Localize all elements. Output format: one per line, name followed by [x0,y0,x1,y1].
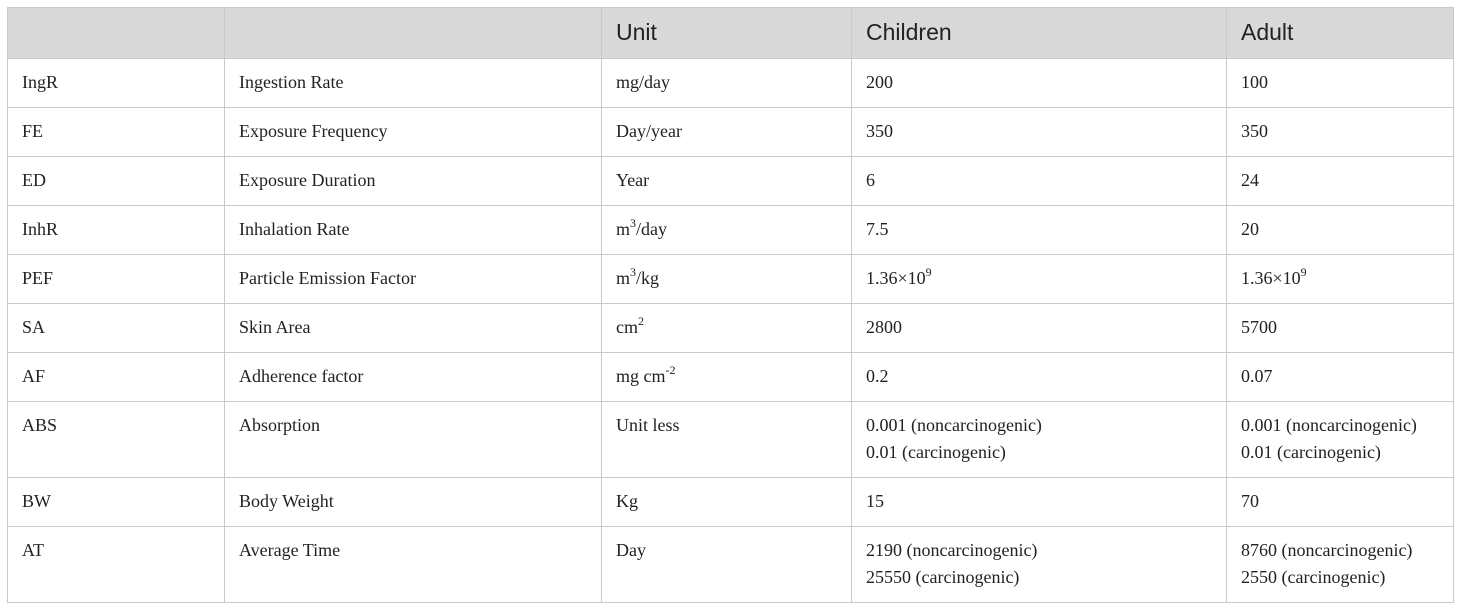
header-adult: Adult [1227,8,1454,59]
unit-superscript: 3 [630,265,637,279]
unit-base: cm [616,317,638,337]
adult-value-line [1241,537,1439,564]
children-value-text: 6 [866,170,875,190]
children-value-text: 350 [866,121,893,141]
adult-value-text: 0.07 [1241,366,1273,386]
unit-base: Kg [616,491,638,511]
adult-value-text: 24 [1241,170,1259,190]
cell-parameter: Adherence factor [225,353,602,402]
cell-adult-value [1227,59,1454,108]
cell-children-value [852,527,1227,603]
children-value-line [866,537,1212,564]
table-row [8,527,1454,603]
children-value-text: 0.2 [866,366,889,386]
table-row [8,108,1454,157]
children-value-line [866,564,1212,591]
children-value-text: 0.001 (noncarcinogenic) [866,415,1042,435]
adult-value-text: 0.01 (carcinogenic) [1241,442,1381,462]
adult-value-exponent: 9 [1300,265,1307,279]
cell-children-value [852,59,1227,108]
adult-value-line [1241,412,1439,439]
cell-parameter: Inhalation Rate [225,206,602,255]
adult-value-text: 8760 (noncarcinogenic) [1241,540,1413,560]
adult-value-text: 20 [1241,219,1259,239]
unit-base: mg cm [616,366,666,386]
adult-value-text: 0.001 (noncarcinogenic) [1241,415,1417,435]
table-row [8,255,1454,304]
table-row [8,157,1454,206]
cell-adult-value [1227,527,1454,603]
adult-value-line [1241,216,1439,243]
cell-adult-value [1227,108,1454,157]
adult-value-line [1241,314,1439,341]
cell-children-value [852,304,1227,353]
cell-adult-value [1227,353,1454,402]
cell-unit [602,59,852,108]
unit-tail: /kg [636,268,660,288]
cell-symbol: FE [8,108,225,157]
children-value-line [866,439,1212,466]
table-body [8,59,1454,603]
exposure-parameters-table-wrapper [7,7,1453,603]
children-value-line [866,118,1212,145]
cell-symbol: IngR [8,59,225,108]
cell-adult-value [1227,255,1454,304]
cell-symbol: ED [8,157,225,206]
cell-adult-value [1227,157,1454,206]
cell-unit [602,353,852,402]
header-unit: Unit [602,8,852,59]
cell-unit [602,108,852,157]
header-row [8,8,1454,59]
cell-symbol: SA [8,304,225,353]
adult-value-line [1241,118,1439,145]
children-value-text: 0.01 (carcinogenic) [866,442,1006,462]
adult-value-text: 5700 [1241,317,1277,337]
children-value-line [866,69,1212,96]
cell-parameter: Exposure Duration [225,157,602,206]
cell-adult-value [1227,206,1454,255]
header-parameter [225,8,602,59]
table-row [8,353,1454,402]
cell-symbol: ABS [8,402,225,478]
unit-base: Day/year [616,121,682,141]
adult-value-line [1241,439,1439,466]
cell-unit [602,478,852,527]
adult-value-text: 2550 (carcinogenic) [1241,567,1386,587]
header-children: Children [852,8,1227,59]
adult-value-text: 350 [1241,121,1268,141]
unit-base: Unit less [616,415,680,435]
cell-adult-value [1227,304,1454,353]
adult-value-line [1241,265,1439,292]
children-value-text: 2800 [866,317,902,337]
children-value-line [866,412,1212,439]
table-row [8,304,1454,353]
cell-parameter: Average Time [225,527,602,603]
adult-value-line [1241,564,1439,591]
adult-value-line [1241,363,1439,390]
cell-symbol: BW [8,478,225,527]
adult-value-text: 100 [1241,72,1268,92]
table-header [8,8,1454,59]
exposure-parameters-table [7,7,1454,603]
unit-base: Day [616,540,646,560]
cell-unit [602,206,852,255]
header-symbol [8,8,225,59]
adult-value-text: 1.36×10 [1241,268,1301,288]
cell-unit [602,527,852,603]
children-value-line [866,488,1212,515]
unit-base: Year [616,170,650,190]
cell-parameter: Ingestion Rate [225,59,602,108]
cell-parameter: Particle Emission Factor [225,255,602,304]
cell-symbol: PEF [8,255,225,304]
unit-base: m [616,268,631,288]
adult-value-line [1241,69,1439,96]
children-value-text: 200 [866,72,893,92]
cell-adult-value [1227,402,1454,478]
cell-parameter: Body Weight [225,478,602,527]
cell-children-value [852,157,1227,206]
unit-superscript: -2 [665,363,676,377]
children-value-line [866,314,1212,341]
adult-value-line [1241,488,1439,515]
children-value-text: 25550 (carcinogenic) [866,567,1020,587]
children-value-line [866,363,1212,390]
unit-superscript: 2 [638,314,644,328]
adult-value-line [1241,167,1439,194]
unit-base: mg/day [616,72,670,92]
unit-superscript: 3 [630,216,637,230]
children-value-line [866,265,1212,292]
children-value-text: 15 [866,491,884,511]
cell-children-value [852,402,1227,478]
cell-unit [602,255,852,304]
cell-children-value [852,255,1227,304]
table-row [8,478,1454,527]
cell-symbol: AF [8,353,225,402]
adult-value-text: 70 [1241,491,1259,511]
children-value-text: 1.36×10 [866,268,926,288]
table-row [8,402,1454,478]
cell-unit [602,402,852,478]
table-row [8,59,1454,108]
cell-children-value [852,478,1227,527]
cell-children-value [852,108,1227,157]
cell-symbol: InhR [8,206,225,255]
cell-parameter: Skin Area [225,304,602,353]
unit-tail: /day [636,219,668,239]
cell-unit [602,304,852,353]
cell-children-value [852,206,1227,255]
children-value-line [866,216,1212,243]
children-value-text: 7.5 [866,219,889,239]
cell-children-value [852,353,1227,402]
children-value-text: 2190 (noncarcinogenic) [866,540,1038,560]
unit-base: m [616,219,631,239]
cell-parameter: Absorption [225,402,602,478]
cell-parameter: Exposure Frequency [225,108,602,157]
table-row [8,206,1454,255]
cell-unit [602,157,852,206]
children-value-exponent: 9 [925,265,932,279]
children-value-line [866,167,1212,194]
cell-adult-value [1227,478,1454,527]
cell-symbol: AT [8,527,225,603]
